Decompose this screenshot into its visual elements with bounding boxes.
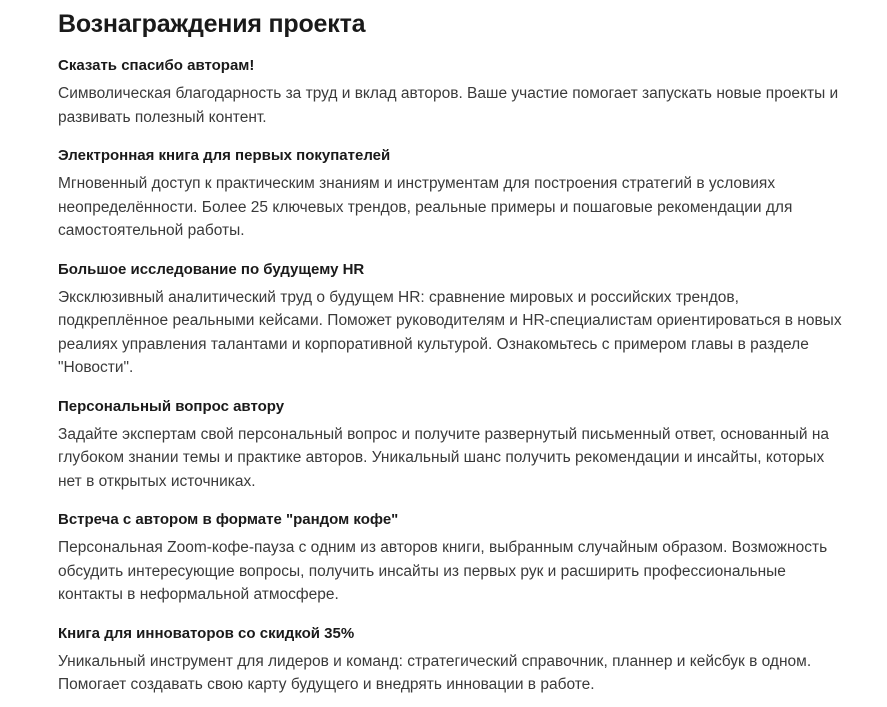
reward-description: Мгновенный доступ к практическим знаниям и инструментам для построения стратегий в условиях неопределённости. Более 25 ключевых трендов, реальные примеры и пошаговые рекомендации для самостоятельной работы. — [58, 175, 793, 239]
reward-item — [58, 260, 887, 380]
reward-description: Эксклюзивный аналитический труд о будущем HR: сравнение мировых и российских трендов, подкреплённое реальными кейсами. Поможет руководителям и HR-специалистам ориентироваться в новых реалиях управления талантами и корпоративной культурой. Ознакомьтесь с примером главы в разделе "Новости". — [58, 288, 842, 376]
reward-title: Сказать спасибо авторам! — [58, 57, 255, 74]
reward-item — [58, 56, 887, 129]
reward-title: Встреча с автором в формате "рандом кофе" — [58, 511, 399, 528]
reward-title: Большое исследование по будущему HR — [58, 260, 365, 278]
reward-description: Персональная Zoom-кофе-пауза с одним из авторов книги, выбранным случайным образом. Возможность обсудить интересующие вопросы, получить инсайты из первых рук и расширить профессиональные контакты в неформальной атмосфере. — [58, 539, 828, 603]
reward-item — [58, 624, 887, 697]
reward-title: Персональный вопрос автору — [58, 397, 285, 415]
reward-item — [58, 146, 887, 243]
reward-item — [58, 397, 887, 494]
reward-description: Уникальный инструмент для лидеров и команд: стратегический справочник, планнер и кейсбук в одном. Помогает создавать свою карту будущего и внедрять инновации в работе. — [58, 652, 812, 693]
reward-item — [58, 510, 887, 607]
reward-title: Книга для инноваторов со скидкой 35% — [58, 624, 355, 642]
page-title: Вознаграждения проекта — [58, 10, 366, 38]
rewards-list — [58, 56, 887, 697]
reward-description: Символическая благодарность за труд и вклад авторов. Ваше участие помогает запускать новые проекты и развивать полезный контент. — [58, 85, 839, 126]
reward-description: Задайте экспертам свой персональный вопрос и получите развернутый письменный ответ, основанный на глубоком знании темы и практике авторов. Уникальный шанс получить рекомендации и инсайты, которых нет в открытых источниках. — [58, 425, 830, 490]
reward-title: Электронная книга для первых покупателей — [58, 147, 391, 164]
